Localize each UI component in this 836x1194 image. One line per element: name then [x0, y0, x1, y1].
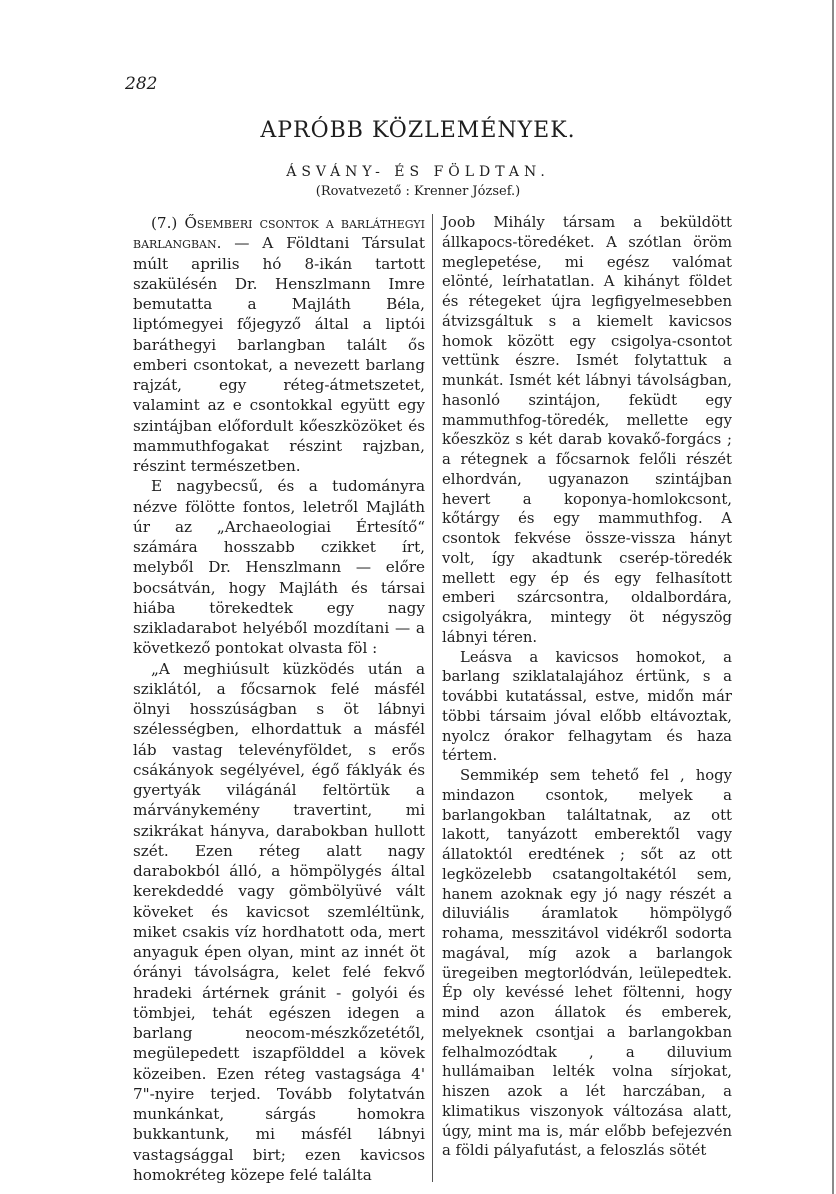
column-divider	[432, 214, 433, 1182]
left-column	[133, 213, 425, 1185]
left-paragraph-1: A Földtani Társulat múlt aprilis hó 8-ikán tartott szakülésén Dr. Henszlmann Imre bemutatta a Majláth Béla, liptómegyei főjegyző által a liptói baráthegyi barlangban talált ős emberi csontokat, a nevezett barlang rajzát, egy réteg-átmetszetet, valamint az e csontokkal együtt egy szintájban előfordult kőeszközöket és mammuthfogakat részint rajzban, részint természetben.	[133, 234, 425, 475]
section-title: APRÓBB KÖZLEMÉNYEK.	[260, 118, 576, 143]
right-paragraph-1: Joob Mihály társam a beküldött állkapocs-töredéket. A szótlan öröm meglepetése, mi egész valómat elönté, leírhatatlan. A kihányt földet és rétegeket újra legfigyelmesebben átvizsgáltuk s a kiemelt kavicsos homok között egy csigolya-csontot vettünk észre. Ismét folytattuk a munkát. Ismét két lábnyi távolságban, hasonló szintájon, feküdt egy mammuthfog-töredék, mellette egy kőeszköz s két darab kovakő-forgács ; a rétegnek a főcsarnok felőli részét elhordván, ugyanazon szintájban hevert a koponya-homlokcsont, kőtárgy és egy mammuthfog. A csontok fekvése össze-vissza hányt volt, így akadtunk cserép-töredék mellett egy ép és egy felhasított emberi szárcsontra, oldalbordára, csigolyákra, mintegy öt négyszög lábnyi téren.	[442, 214, 732, 646]
editor-line: (Rovatvezető : Krenner József.)	[315, 184, 521, 199]
article-paragraph-1: (7.) Ősemberi csontok a barláthegyi barlangban. — A Földtani Társulat múlt aprilis hó 8-ikán tartott szakülésén Dr. Henszlmann Imre bemutatta a Majláth Béla, liptómegyei főjegyző által a liptói baráthegyi barlangban talált ős emberi csontokat, a nevezett barlang rajzát, egy réteg-átmetszetet, valamint az e csontokkal együtt egy szintájban előfordult kőeszközöket és mammuthfogakat részint rajzban, részint természetben.	[133, 214, 426, 475]
article-heading-number: (7.)	[151, 214, 178, 232]
article-heading-title: Ősemberi csontok a barláthegyi barlangban.	[133, 214, 426, 253]
subsection-title: ÁSVÁNY- ÉS FÖLDTAN.	[286, 164, 550, 180]
right-paragraph-3: Semmikép sem tehető fel , hogy mindazon csontok, melyek a barlangokban találtatnak, az ott lakott, tanyázott emberektől vagy állatoktól eredtének ; sőt az ott legközelebb csatangoltakétól sem, hanem azoknak egy jó nagy részét a diluviális áramlatok hömpölygő rohama, messzitávol vidékről sodorta magával, míg azok a barlangok üregeiben megtorlódván, leülepedtek. Ép oly kevéssé lehet föltenni, hogy mind azon állatok és emberek, melyeknek csontjai a barlangokban felhalmozódtak , a diluvium hullámaiban lelték volna sírjokat, hiszen azok a lét harczában, a klimatikus viszonyok változása alatt, úgy, mint ma is, már előbb befejezvén a földi pályafutást, a feloszlás sötét	[442, 767, 732, 1160]
right-paragraph-2: Leásva a kavicsos homokot, a barlang sziklatalajához értünk, s a további kutatással, estve, midőn már többi társaim jóval előbb eltávoztak, nyolcz órakor felhagytam és haza tértem.	[442, 648, 732, 765]
right-column	[442, 213, 732, 1161]
left-paragraph-2: E nagybecsű, és a tudományra nézve fölötte fontos, leletről Majláth úr az „Archaeologiai Értesítő“ számára hosszabb czikket írt, melyből Dr. Henszlmann — előre bocsátván, hogy Majláth és társai hiába törekedtek egy nagy szikladarabot helyéből mozdítani — a következő pontokat olvasta föl :	[133, 477, 425, 658]
left-paragraph-3: „A meghiúsult küzködés után a sziklától, a főcsarnok felé másfél ölnyi hosszúságban s öt lábnyi szélességben, elhordattuk a másfél láb vastag televényföldet, s erős csákányok segélyével, égő fáklyák és gyertyák világánál feltörtük a márványkemény travertint, mi szikrákat hányva, darabokban hullott szét. Ezen réteg alatt nagy darabokból álló, a hömpölygés által kerekdeddé vagy gömbölyüvé vált köveket és kavicsot szemléltünk, miket csakis víz hordhatott oda, mert anyaguk épen olyan, mint az innét öt órányi távolságra, kelet felé fekvő hradeki ártérnek gránit - golyói és tömbjei, tehát egészen idegen a barlang neocom-mészkőzetétől, megülepedett iszapfölddel a kövek közeiben. Ezen réteg vastagsága 4' 7"-nyire terjed. Tovább folytatván munkánkat, sárgás homokra bukkantunk, mi másfél lábnyi vastagsággal birt; ezen kavicsos homokréteg közepe felé találta	[133, 659, 425, 1184]
page-number: 282	[125, 74, 158, 94]
